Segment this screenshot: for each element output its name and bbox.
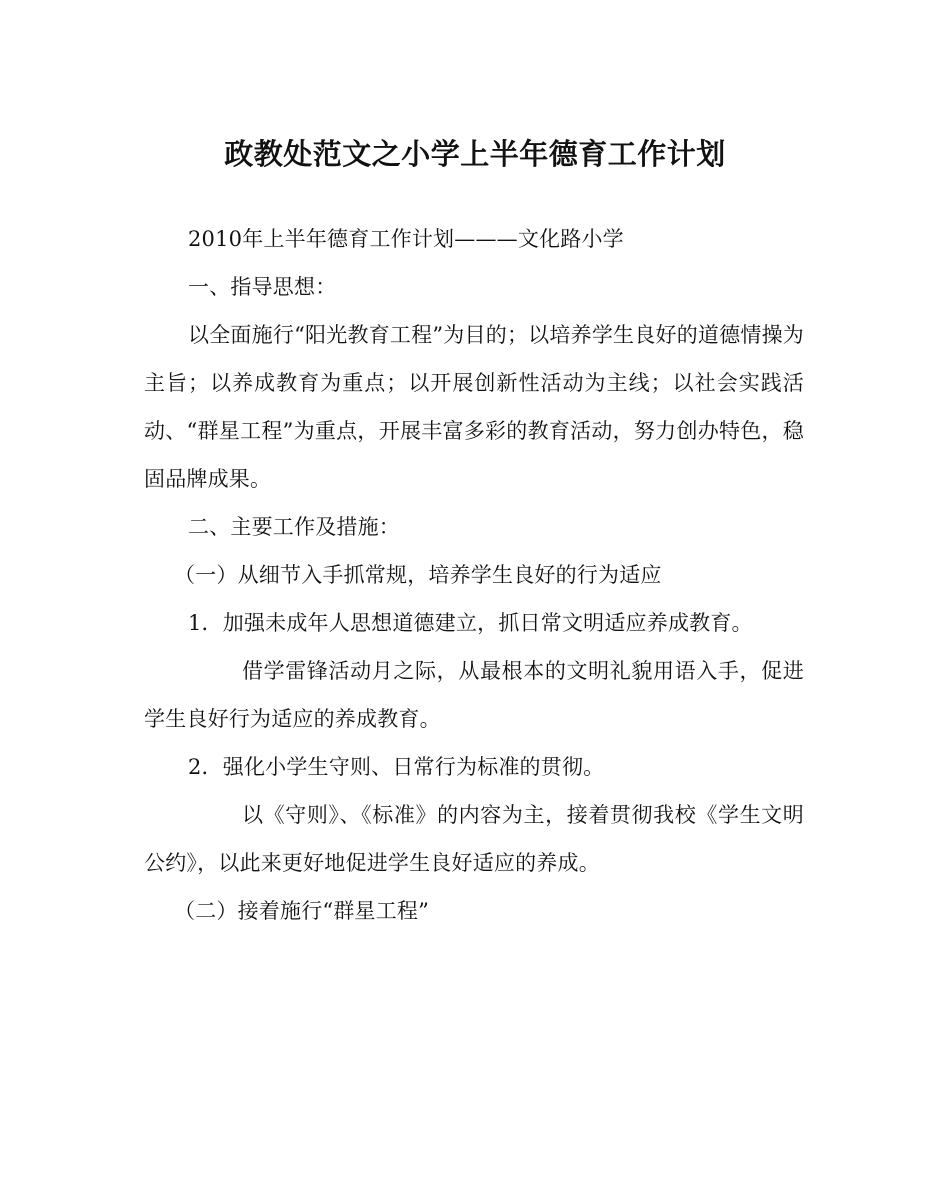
section2-heading: 二、主要工作及措施： xyxy=(188,515,400,539)
item2-heading: 2．强化小学生守则、日常行为标准的贯彻。 xyxy=(188,755,605,779)
subsection1-heading: （一）从细节入手抓常规，培养学生良好的行为适应 xyxy=(174,563,662,587)
subtitle-line: 2010年上半年德育工作计划———文化路小学 xyxy=(188,227,624,251)
item2-paragraph: 以《守则》、《标准》的内容为主，接着贯彻我校《学生文明公约》，以此来更好地促进学生良好适应的养成。 xyxy=(144,803,804,875)
subsection2-heading: （二）接着施行“群星工程” xyxy=(174,899,430,923)
item1-heading: 1．加强未成年人思想道德建立，抓日常文明适应养成教育。 xyxy=(188,611,753,635)
section1-paragraph: 以全面施行“阳光教育工程”为目的；以培养学生良好的道德情操为主旨；以养成教育为重点；以开展创新性活动为主线；以社会实践活动、“群星工程”为重点，开展丰富多彩的教育活动，努力创办特色，稳固品牌成果。 xyxy=(144,323,804,491)
document-body xyxy=(144,215,804,935)
document-title: 政教处范文之小学上半年德育工作计划 xyxy=(224,137,726,171)
section1-heading: 一、指导思想： xyxy=(188,275,337,299)
item1-paragraph: 借学雷锋活动月之际，从最根本的文明礼貌用语入手，促进学生良好行为适应的养成教育。 xyxy=(144,659,804,731)
